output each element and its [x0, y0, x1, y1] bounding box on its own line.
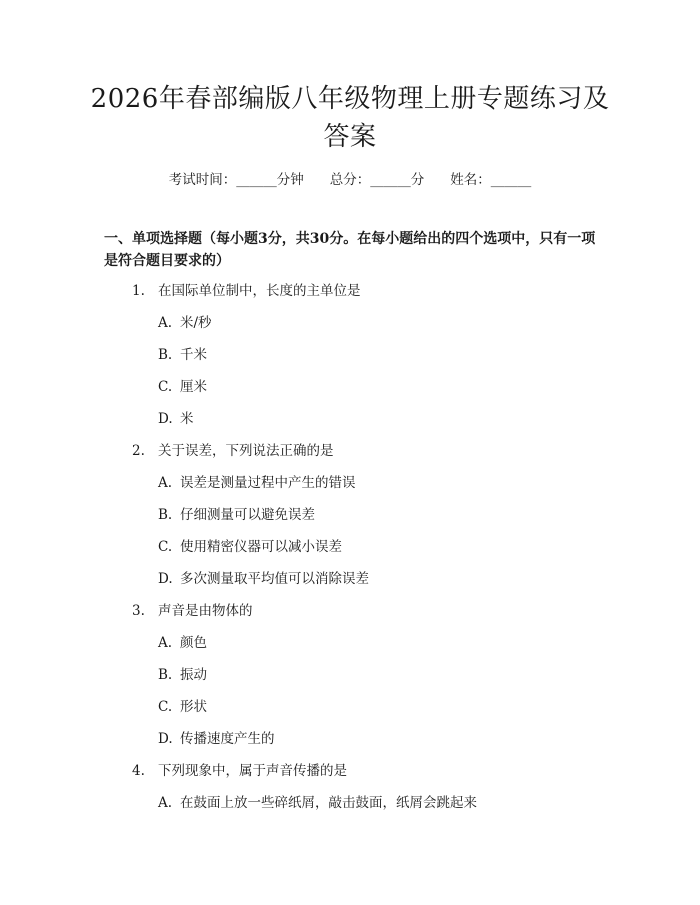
option-text: 传播速度产生的 [180, 731, 275, 747]
option-letter: D. [158, 571, 173, 587]
option-text: 多次测量取平均值可以消除误差 [180, 571, 369, 587]
option-letter: B. [158, 507, 173, 523]
question-3-option-b [158, 666, 207, 684]
option-letter: B. [158, 667, 173, 683]
question-1-option-d [158, 410, 194, 428]
option-letter: A. [158, 635, 173, 651]
question-1-option-c [158, 378, 207, 396]
question-number: 1. [132, 283, 145, 299]
question-number: 2. [132, 443, 145, 459]
option-text: 米/秒 [180, 315, 212, 331]
option-text: 在鼓面上放一些碎纸屑，敲击鼓面，纸屑会跳起来 [180, 795, 477, 811]
option-letter: B. [158, 347, 173, 363]
question-1-option-a [158, 314, 212, 332]
score-unit: 分 [410, 172, 425, 188]
time-blank: ______ [236, 172, 277, 188]
option-text: 振动 [180, 667, 207, 683]
option-letter: A. [158, 795, 173, 811]
name-label: 姓名： [450, 172, 491, 188]
option-text: 使用精密仪器可以减小误差 [180, 539, 342, 555]
question-number: 3. [132, 603, 145, 619]
question-2-option-d [158, 570, 369, 588]
option-letter: C. [158, 379, 173, 395]
option-text: 仔细测量可以避免误差 [180, 507, 315, 523]
option-letter: A. [158, 475, 173, 491]
question-3 [132, 602, 253, 620]
question-4-option-a [158, 794, 477, 812]
question-2-option-b [158, 506, 315, 524]
option-text: 颜色 [180, 635, 207, 651]
question-text: 声音是由物体的 [158, 603, 253, 619]
title-line-1: 2026年春部编版八年级物理上册专题练习及 [90, 84, 610, 114]
option-text: 误差是测量过程中产生的错误 [180, 475, 356, 491]
option-letter: D. [158, 731, 173, 747]
question-1-option-b [158, 346, 207, 364]
time-unit: 分钟 [276, 172, 304, 188]
section-heading-line-1: 一、单项选择题（每小题3分，共30分。在每小题给出的四个选项中，只有一项 [104, 231, 596, 247]
option-text: 千米 [180, 347, 207, 363]
question-3-option-c [158, 698, 207, 716]
title-line-2: 答案 [323, 122, 377, 152]
section-heading-single-choice [104, 228, 624, 272]
name-blank: ______ [490, 172, 532, 188]
question-2 [132, 442, 334, 460]
question-text: 下列现象中，属于声音传播的是 [158, 763, 347, 779]
question-text: 在国际单位制中，长度的主单位是 [158, 283, 361, 299]
document-title [60, 80, 640, 156]
question-1 [132, 282, 361, 300]
option-letter: D. [158, 411, 173, 427]
option-text: 厘米 [180, 379, 207, 395]
question-3-option-a [158, 634, 207, 652]
section-heading-line-2: 是符合题目要求的） [104, 253, 230, 269]
question-number: 4. [132, 763, 145, 779]
option-text: 形状 [180, 699, 207, 715]
exam-info-line [0, 168, 700, 188]
question-2-option-a [158, 474, 356, 492]
question-2-option-c [158, 538, 342, 556]
score-blank: ______ [370, 172, 411, 188]
time-label: 考试时间： [168, 172, 237, 188]
score-label: 总分： [329, 172, 371, 188]
option-letter: A. [158, 315, 173, 331]
question-4 [132, 762, 347, 780]
question-text: 关于误差，下列说法正确的是 [158, 443, 334, 459]
option-letter: C. [158, 699, 173, 715]
option-letter: C. [158, 539, 173, 555]
question-3-option-d [158, 730, 275, 748]
option-text: 米 [180, 411, 194, 427]
